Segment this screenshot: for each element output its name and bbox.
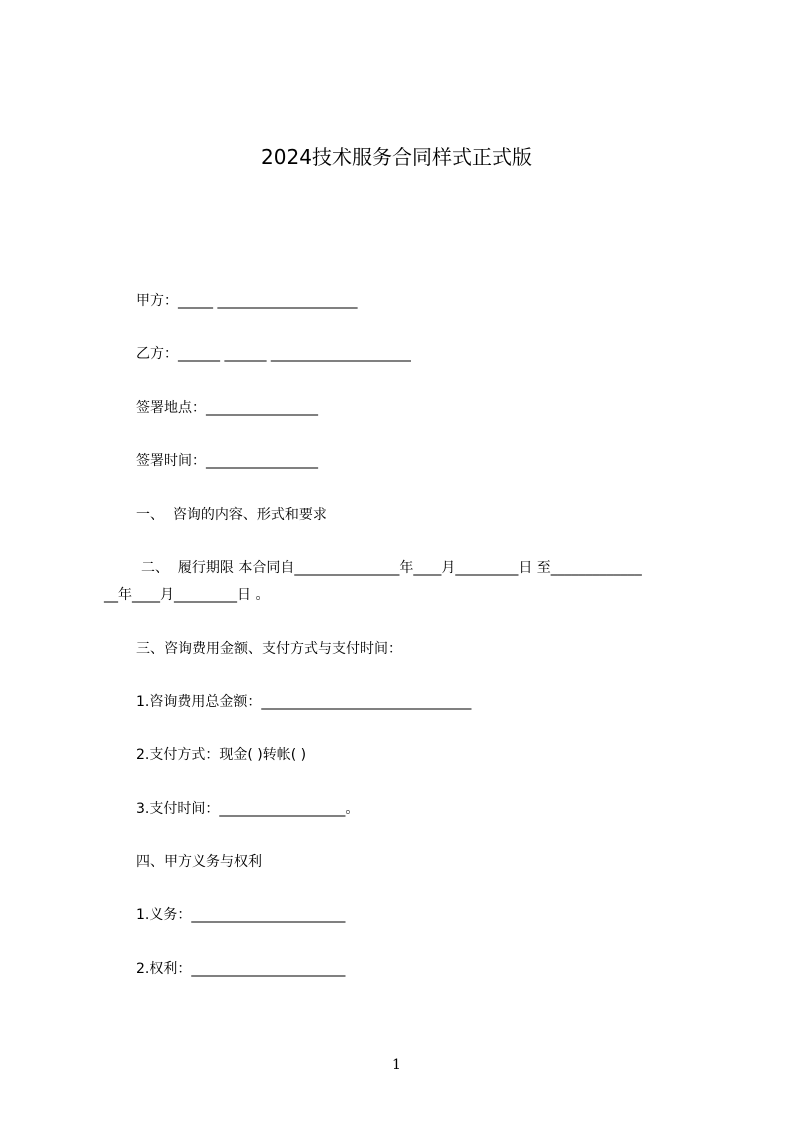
signing-place-line: 签署地点：________________ (136, 400, 318, 416)
payment-method-line: 2.支付方式：现金( )转帐( ) (136, 747, 307, 763)
section-2-continuation: __年____月_________日 。 (104, 587, 270, 603)
rights-line: 2.权利：______________________ (136, 961, 346, 977)
signing-time-line: 签署时间：________________ (136, 453, 318, 469)
section-3-heading: 三、咨询费用金额、支付方式与支付时间： (136, 641, 402, 657)
section-4-heading: 四、甲方义务与权利 (136, 854, 262, 870)
section-2-line: 二、 履行期限 本合同自_______________年____月_________日 至_____________ (141, 560, 642, 576)
party-a-line: 甲方：_____ ____________________ (136, 293, 358, 309)
page-number: 1 (392, 1057, 401, 1073)
obligations-line: 1.义务：______________________ (136, 907, 346, 923)
document-title: 2024技术服务合同样式正式版 (261, 145, 532, 169)
payment-time-line: 3.支付时间：__________________。 (136, 801, 360, 817)
party-b-line: 乙方：______ ______ ____________________ (136, 346, 411, 362)
total-fee-line: 1.咨询费用总金额：______________________________ (136, 694, 472, 710)
section-1-heading: 一、 咨询的内容、形式和要求 (136, 507, 327, 523)
